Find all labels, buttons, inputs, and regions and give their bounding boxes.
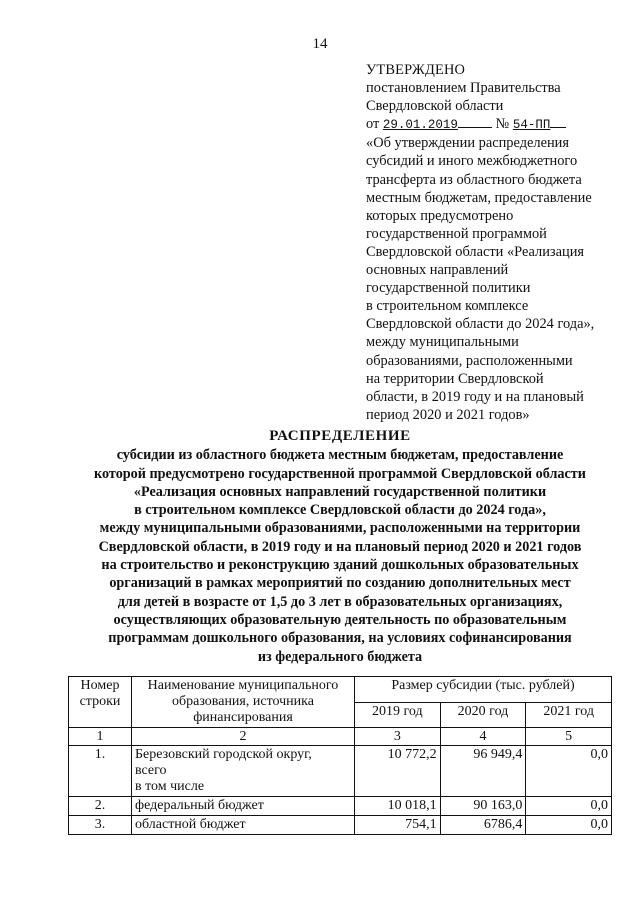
value-2019: 754,1 (355, 816, 441, 835)
approval-text-line: которых предусмотрено (366, 207, 514, 224)
approval-text-line: области, в 2019 году и на плановый (366, 388, 584, 405)
approval-text-line: на территории Свердловской (366, 370, 544, 387)
underline (550, 126, 566, 128)
header-year-2019: 2019 год (355, 702, 441, 728)
document-title (60, 427, 620, 666)
value-2021: 0,0 (526, 816, 612, 835)
title-line: осуществляющих образовательную деятельность по образовательным (113, 611, 567, 628)
row-number: 2. (69, 797, 132, 816)
title-line: программам дошкольного образования, на условиях софинансирования (108, 630, 572, 647)
value-2021: 0,0 (526, 797, 612, 816)
value-2020: 6786,4 (440, 816, 526, 835)
row-name-line: в том числе (135, 779, 205, 794)
approval-text-line: местным бюджетам, предоставление (366, 189, 592, 206)
column-index: 1 (69, 728, 132, 746)
title-line: субсидии из областного бюджета местным бюджетам, предоставление (116, 447, 564, 464)
approval-date: 29.01.2019 (382, 118, 458, 133)
header-name: Наименование муниципального образования, источника финансирования (132, 677, 355, 728)
column-index: 3 (355, 728, 441, 746)
column-index: 4 (440, 728, 526, 746)
row-name-line: всего (135, 763, 167, 778)
value-2020: 90 163,0 (440, 797, 526, 816)
number-label: № (495, 116, 510, 133)
title-line: для детей в возрасте от 1,5 до 3 лет в образовательных организациях, (117, 593, 563, 610)
value-2021: 0,0 (526, 746, 612, 797)
column-index: 5 (526, 728, 612, 746)
row-number: 3. (69, 816, 132, 835)
header-year-2021: 2021 год (526, 702, 612, 728)
approval-text-line: в строительном комплексе (366, 298, 529, 315)
column-index: 2 (132, 728, 355, 746)
approval-text-line: «Об утверждении распределения (366, 135, 570, 152)
underline (458, 126, 492, 128)
approval-text-line: государственной программой (366, 225, 547, 242)
approved-label: УТВЕРЖДЕНО (366, 62, 466, 78)
title-line: «Реализация основных направлений государственной политики (133, 483, 547, 500)
table-header-row (69, 677, 612, 703)
header-year-2020: 2020 год (440, 702, 526, 728)
table-row (69, 816, 612, 835)
approval-text-line: Свердловской области до 2024 года», (366, 316, 595, 333)
approval-text-line: между муниципальными (366, 334, 519, 351)
subsidy-table (68, 676, 612, 835)
approval-line: постановлением Правительства (366, 80, 561, 97)
value-2019: 10 772,2 (355, 746, 441, 797)
title-line: которой предусмотрено государственной программой Свердловской области (94, 465, 586, 482)
row-name-line: Березовский городской округ, (135, 747, 312, 762)
approval-text-line: государственной политики (366, 280, 531, 297)
row-name: федеральный бюджет (132, 797, 355, 816)
approval-date-number-line (366, 115, 626, 134)
approval-number: 54-ПП (512, 118, 551, 133)
title-line: на строительство и реконструкцию зданий дошкольных образовательных (101, 557, 579, 574)
table-row (69, 797, 612, 816)
title-line: Свердловской области, в 2019 году и на плановый период 2020 и 2021 годов (98, 538, 582, 555)
page-number: 14 (312, 36, 328, 52)
row-number: 1. (69, 746, 132, 797)
approval-block (366, 61, 626, 424)
title-line: организаций в рамках мероприятий по созданию дополнительных мест (109, 575, 571, 592)
approval-text-line: субсидий и иного межбюджетного (366, 153, 578, 170)
row-name (132, 746, 355, 797)
title-line: между муниципальными образованиями, расположенными на территории (99, 520, 581, 537)
row-name: областной бюджет (132, 816, 355, 835)
approval-text-line: период 2020 и 2021 годов» (366, 406, 530, 423)
from-label: от (366, 116, 380, 133)
header-row-number: Номер строки (69, 677, 132, 728)
approval-text-line: трансферта из областного бюджета (366, 171, 582, 188)
table-row (69, 746, 612, 797)
title-heading: РАСПРЕДЕЛЕНИЕ (269, 428, 411, 444)
title-line: в строительном комплексе Свердловской области до 2024 года», (134, 502, 546, 519)
approval-text-line: основных направлений (366, 262, 509, 279)
value-2019: 10 018,1 (355, 797, 441, 816)
header-amount: Размер субсидии (тыс. рублей) (355, 677, 612, 703)
column-index-row (69, 728, 612, 746)
approval-text-line: образованиями, расположенными (366, 352, 573, 369)
title-line: из федерального бюджета (257, 648, 423, 665)
value-2020: 96 949,4 (440, 746, 526, 797)
approval-text-line: Свердловской области «Реализация (366, 243, 585, 260)
approval-line: Свердловской области (366, 98, 504, 115)
